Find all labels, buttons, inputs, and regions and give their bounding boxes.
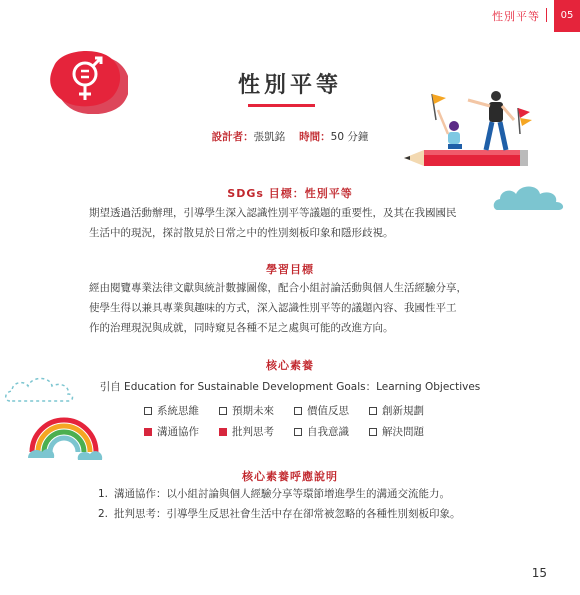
time-value: 50 分鐘 <box>330 131 369 143</box>
header-page-tag: 05 <box>554 0 580 32</box>
learning-line: 作的治理現況與成就，同時窺見各種不足之處與可能的改進方向。 <box>89 322 394 334</box>
designer-label: 設計者： <box>211 131 254 143</box>
competency-item[interactable] <box>369 424 444 439</box>
learning-line: 經由閱覽專業法律文獻與統計數據圖像，配合小組討論活動與個人生活經驗分享， <box>89 282 467 294</box>
competency-label: 自我意識 <box>307 426 349 438</box>
competency-label: 批判思考 <box>232 426 274 438</box>
response-list <box>98 484 461 524</box>
rainbow-icon <box>28 408 106 468</box>
competency-label: 溝通協作 <box>157 426 199 438</box>
checkbox-checked-icon[interactable] <box>144 428 152 436</box>
title-underline <box>248 104 315 107</box>
competency-row <box>144 424 444 439</box>
competency-label: 預期未來 <box>232 405 274 417</box>
competency-item[interactable] <box>144 403 219 418</box>
checkbox-icon[interactable] <box>294 428 302 436</box>
core-citation: 引自 Education for Sustainable Development Goals：Learning Objectives <box>99 381 481 393</box>
list-item: 2. 批判思考：引導學生反思社會生活中存在卻常被忽略的各種性別刻板印象。 <box>98 508 461 520</box>
checkbox-icon[interactable] <box>369 407 377 415</box>
list-item: 1. 溝通協作：以小組討論與個人經驗分享等環節增進學生的溝通交流能力。 <box>98 488 450 500</box>
response-heading: 核心素養呼應說明 <box>242 470 338 483</box>
competency-label: 價值反思 <box>307 405 349 417</box>
learning-paragraph <box>89 278 491 338</box>
cloud-outline-icon <box>4 373 74 411</box>
checkbox-icon[interactable] <box>144 407 152 415</box>
pencil-illustration <box>402 90 532 176</box>
competency-item[interactable] <box>369 403 444 418</box>
competency-label: 系統思維 <box>157 405 199 417</box>
header-divider <box>546 8 547 22</box>
header-section-label: 性別平等 <box>492 10 540 23</box>
sdgs-paragraph <box>89 203 491 243</box>
page-number: 15 <box>531 566 547 580</box>
core-heading: 核心素養 <box>266 359 314 372</box>
checkbox-checked-icon[interactable] <box>219 428 227 436</box>
time-label: 時間： <box>299 131 331 143</box>
competency-item[interactable] <box>294 424 369 439</box>
competency-label: 創新規劃 <box>382 405 424 417</box>
checkbox-icon[interactable] <box>294 407 302 415</box>
competency-label: 解決問題 <box>382 426 424 438</box>
competency-item[interactable] <box>219 424 294 439</box>
checkbox-icon[interactable] <box>219 407 227 415</box>
sdgs-heading: SDGs 目標：性別平等 <box>227 187 353 200</box>
competency-item[interactable] <box>294 403 369 418</box>
sdgs-line: 生活中的現況，探討散見於日常之中的性別刻板印象和隱形歧視。 <box>89 227 394 239</box>
learning-heading: 學習目標 <box>266 263 314 276</box>
competency-row <box>144 403 444 418</box>
page-title: 性別平等 <box>237 73 342 98</box>
competency-item[interactable] <box>144 424 219 439</box>
learning-line: 使學生得以兼具專業與趣味的方式，深入認識性別平等的議題內容、我國性平工 <box>89 302 457 314</box>
checkbox-icon[interactable] <box>369 428 377 436</box>
competency-item[interactable] <box>219 403 294 418</box>
sdgs-line: 期望透過活動辦理，引導學生深入認識性別平等議題的重要性，及其在我國國民 <box>89 207 457 219</box>
designer-value: 張凱銘 <box>253 131 286 143</box>
